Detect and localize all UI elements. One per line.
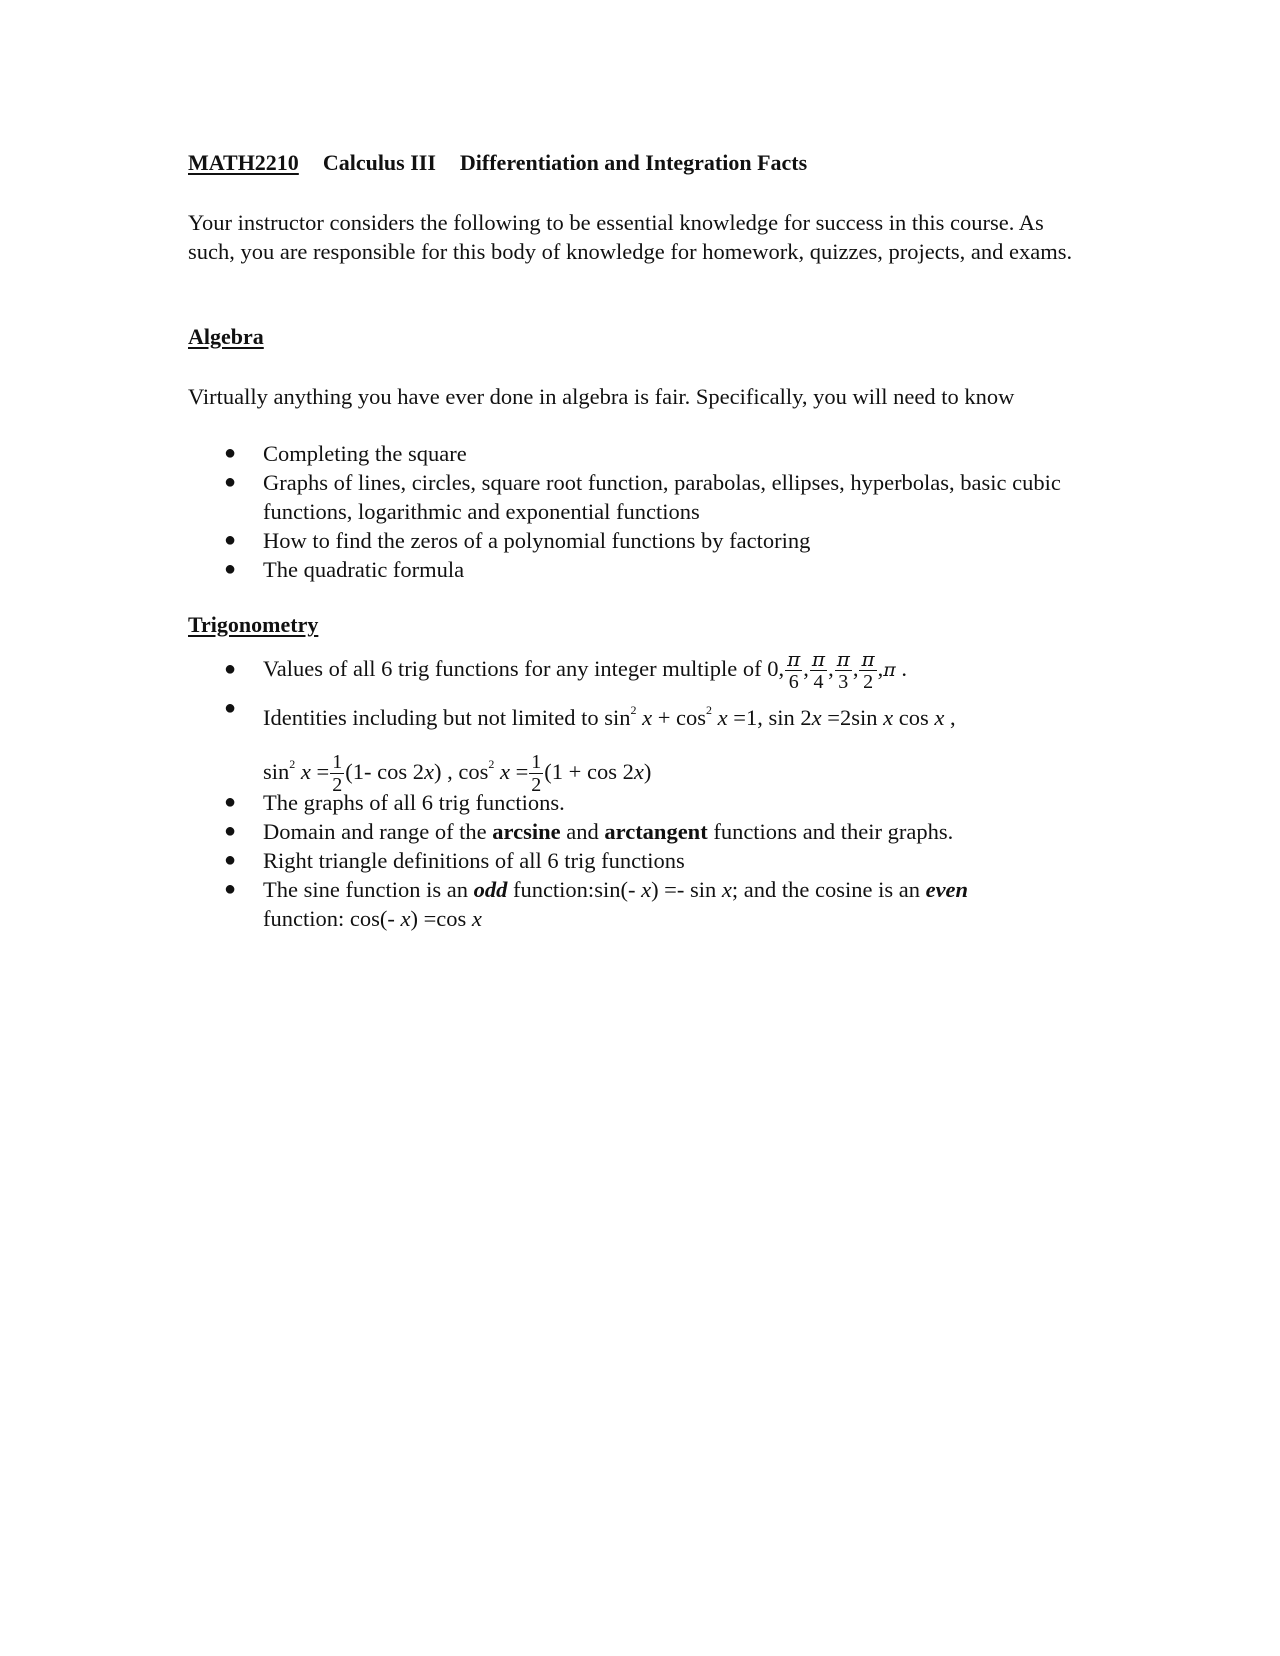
sine-odd-formula: sin(- x) =- sin x [594,877,732,902]
trigonometry-list [188,644,1088,933]
pythagorean-identity: $\sin^2 x + \cos^2 x =1$, [604,703,763,730]
list-item-trig-values: ● Values of all 6 trig functions for any integer multiple of 0, $\frac{\pi}{6}$ , $\frac{\pi}{4}$ , $\frac{\pi}{3}$ , $\frac{\pi}{2}$ ,π . [188,644,1088,694]
bullet-icon: ● [224,658,237,680]
bullet-icon: ● [224,878,237,900]
algebra-list [188,439,1088,584]
bullet-icon: ● [224,791,237,813]
list-item: ● How to find the zeros of a polynomial functions by factoring [224,528,811,553]
angle-multiples-formula: 0, $\frac{\pi}{6}$ , $\frac{\pi}{4}$ , $\frac{\pi}{3}$ , $\frac{\pi}{2}$ ,π . [767,647,908,694]
bullet-icon: ● [224,849,237,871]
list-item-parity: ● The sine function is an odd function:sin(- x) =- sin x; and the cosine is an even function: cos(- x) =cos x [224,877,969,931]
list-item-trig-identities: ● Identities including but not limited to $\sin^2 x + \cos^2 x =1$, sin 2x =2sin x cos x , $\sin^2 x$ = $\frac{1}{2}$ (1- cos 2x) , $\cos^2 x$ = $\frac{1}{2}$ (1 + cos 2x) [188,694,1088,788]
cos-squared-identity: $\cos^2 x$ = $\frac{1}{2}$ (1 + cos 2x) [458,751,652,797]
double-angle-identity: sin 2x =2sin x cos x , [768,705,956,730]
trigonometry-heading: Trigonometry [188,612,319,637]
list-item: ● Domain and range of the arcsine and arctangent functions and their graphs. [224,819,954,844]
page-title [188,150,807,176]
list-item: ● The graphs of all 6 trig functions. [224,790,565,815]
bullet-icon: ● [224,558,237,580]
bullet-icon: ● [224,697,237,719]
bullet-icon: ● [224,529,237,551]
cosine-even-formula: cos(- x) =cos x [349,906,482,931]
list-item: ● Completing the square [224,441,467,466]
document-title: Differentiation and Integration Facts [459,150,808,175]
course-code: MATH2210 [188,150,299,175]
course-name: Calculus III [322,150,436,175]
bullet-icon: ● [224,442,237,464]
list-item: ● The quadratic formula [224,557,465,582]
list-item: ● Right triangle definitions of all 6 trig functions [224,848,685,873]
intro-paragraph: Your instructor considers the following to be essential knowledge for success in this course. As such, you are responsible for this body of knowledge for homework, quizzes, projects, and exams. [188,210,1073,264]
bullet-icon: ● [224,820,237,842]
sin-squared-identity: $\sin^2 x$ = $\frac{1}{2}$ (1- cos 2x) , [263,751,453,797]
bullet-icon: ● [224,471,237,493]
algebra-heading: Algebra [188,324,264,349]
algebra-lead: Virtually anything you have ever done in algebra is fair. Specifically, you will need to know [188,384,1015,409]
list-item: ● Graphs of lines, circles, square root function, parabolas, ellipses, hyperbolas, basic cubic functions, logarithmic and exponential functions [224,470,1061,524]
